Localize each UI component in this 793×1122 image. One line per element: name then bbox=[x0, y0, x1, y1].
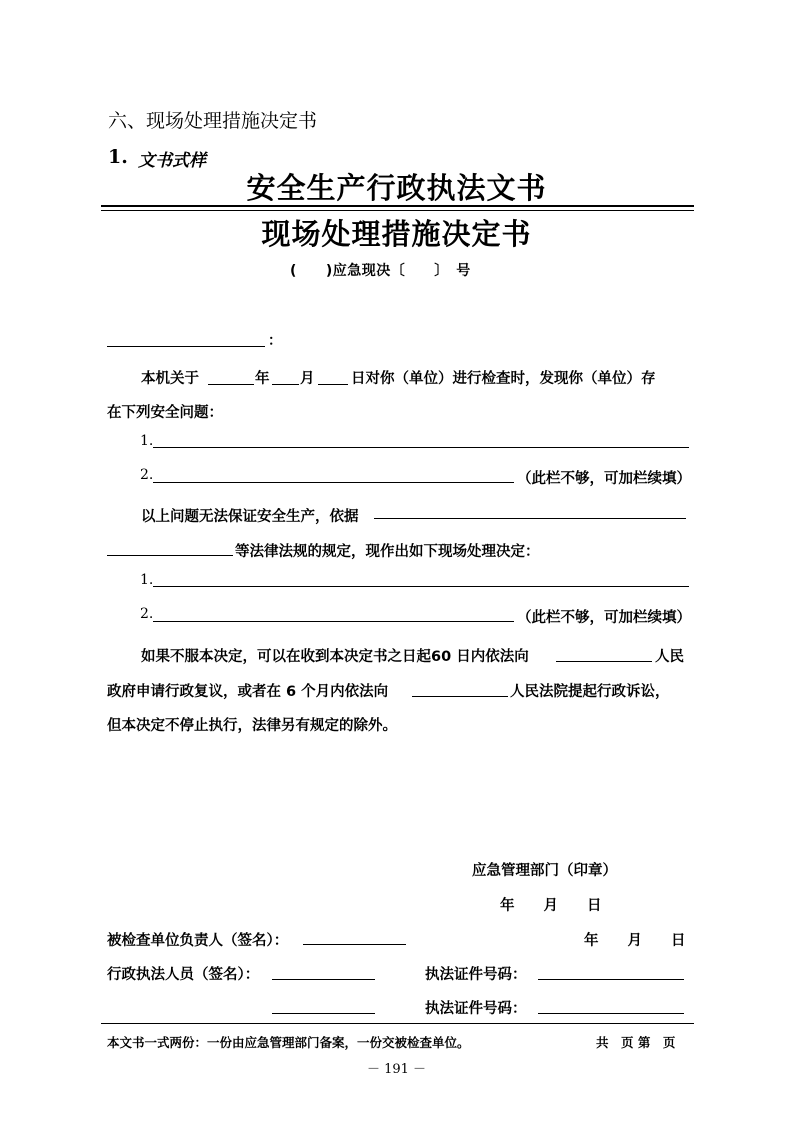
government-blank[interactable] bbox=[556, 661, 652, 662]
para3-line1: 如果不服本决定，可以在收到本决定书之日起60 日内依法向 bbox=[141, 649, 529, 665]
officer-signature-label: 行政执法人员（签名）： bbox=[107, 967, 260, 983]
para1-rest: 日对你（单位）进行检查时，发现你（单位）存 bbox=[351, 371, 656, 387]
para3-line2-end: 人民法院提起行政诉讼， bbox=[510, 684, 670, 700]
subsection-number: 1. bbox=[108, 146, 128, 168]
day-blank[interactable] bbox=[318, 384, 348, 385]
para1-prefix: 本机关于 bbox=[141, 371, 199, 387]
issue-2-blank[interactable] bbox=[153, 482, 514, 483]
para2-line2: 等法律法规的规定，现作出如下现场处理决定： bbox=[235, 544, 540, 560]
decision-2-number: 2. bbox=[140, 606, 154, 622]
officer-signature-blank[interactable] bbox=[272, 979, 375, 980]
inspected-signature-label: 被检查单位负责人（签名）： bbox=[107, 933, 289, 949]
footer-note: 本文书一式两份：一份由应急管理部门备案，一份交被检查单位。 bbox=[107, 1035, 470, 1050]
issue-1-number: 1. bbox=[140, 433, 154, 449]
subsection-label: 文书式样 bbox=[138, 151, 206, 171]
issue-more-note: （此栏不够，可加栏续填） bbox=[517, 471, 691, 487]
para1-month: 月 bbox=[300, 371, 315, 387]
decision-more-note: （此栏不够，可加栏续填） bbox=[517, 610, 691, 626]
document-number-line: ( )应急现决〔 〕 号 bbox=[290, 263, 471, 279]
footer-rule bbox=[101, 1023, 694, 1024]
decision-2-blank[interactable] bbox=[153, 621, 514, 622]
legal-basis-blank-2[interactable] bbox=[107, 555, 233, 556]
page-number: － 191 － bbox=[366, 1062, 427, 1077]
decision-1-blank[interactable] bbox=[153, 586, 689, 587]
court-blank[interactable] bbox=[412, 696, 508, 697]
document-subtitle: 现场处理措施决定书 bbox=[261, 217, 532, 251]
inspected-signature-blank[interactable] bbox=[303, 944, 406, 945]
para3-line2: 政府申请行政复议，或者在 6 个月内依法向 bbox=[107, 684, 389, 700]
para3-line3: 但本决定不停止执行，法律另有规定的除外。 bbox=[107, 718, 397, 734]
addressee-colon: ： bbox=[268, 333, 282, 349]
cert-number-label-2: 执法证件号码： bbox=[425, 1001, 527, 1017]
cert-number-label-1: 执法证件号码： bbox=[425, 967, 527, 983]
cert-number-blank-2[interactable] bbox=[538, 1013, 684, 1014]
year-blank[interactable] bbox=[208, 384, 254, 385]
para1-line2: 在下列安全问题： bbox=[107, 405, 223, 421]
section-heading: 六、现场处理措施决定书 bbox=[108, 110, 318, 132]
officer-signature-blank-2[interactable] bbox=[272, 1013, 375, 1014]
para2-prefix: 以上问题无法保证安全生产，依据 bbox=[141, 509, 359, 525]
footer-page-count: 共 页 第 页 bbox=[596, 1035, 676, 1050]
addressee-blank[interactable] bbox=[107, 346, 265, 347]
month-blank[interactable] bbox=[272, 384, 299, 385]
inspected-date-line: 年 月 日 bbox=[584, 933, 686, 949]
cert-number-blank-1[interactable] bbox=[538, 979, 684, 980]
issue-1-blank[interactable] bbox=[153, 447, 689, 448]
legal-basis-blank[interactable] bbox=[374, 518, 686, 519]
department-seal-label: 应急管理部门（印章） bbox=[472, 863, 617, 879]
para1-year: 年 bbox=[255, 371, 270, 387]
issue-2-number: 2. bbox=[140, 467, 154, 483]
decision-1-number: 1. bbox=[140, 572, 154, 588]
para3-line1-end: 人民 bbox=[655, 649, 684, 665]
title-double-rule bbox=[101, 205, 694, 211]
issue-date-line: 年 月 日 bbox=[500, 898, 602, 914]
document-title: 安全生产行政执法文书 bbox=[246, 171, 547, 205]
